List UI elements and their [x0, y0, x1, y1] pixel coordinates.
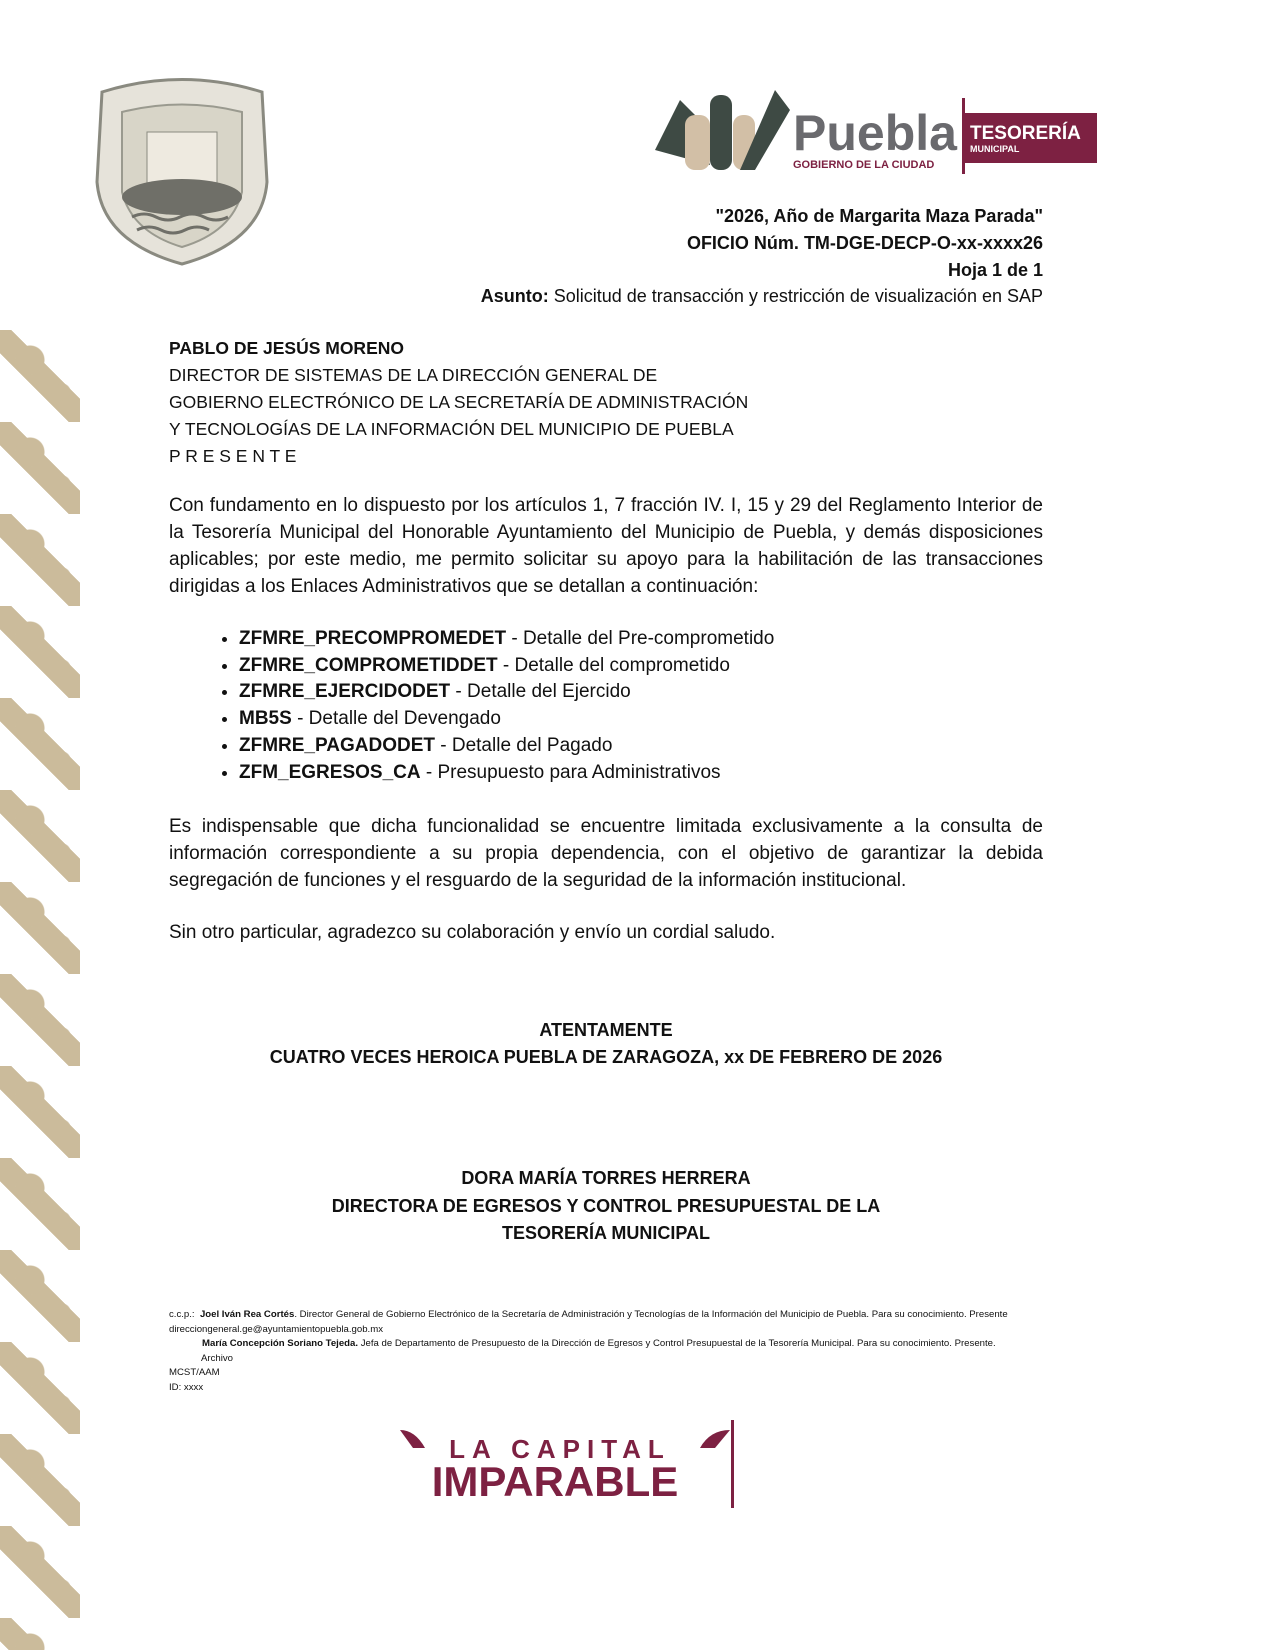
coat-of-arms-seal	[92, 72, 272, 267]
subject-label: Asunto:	[480, 286, 549, 306]
list-item: • ZFMRE_PRECOMPROMEDET - Detalle del Pre-comprometido	[239, 626, 1113, 653]
ccp-block	[169, 1308, 1044, 1396]
page-count: Hoja 1 de 1	[947, 260, 1043, 280]
ccp-id: ID: xxxx	[169, 1381, 204, 1393]
svg-text:IMPARABLE: IMPARABLE	[431, 1458, 679, 1505]
subject-line	[481, 286, 1043, 307]
closing-atentamente: ATENTAMENTE	[539, 1020, 673, 1040]
signer-title: DIRECTORA DE EGRESOS Y CONTROL PRESUPUESTAL DE LA	[331, 1196, 881, 1216]
ccp-initials: MCST/AAM	[169, 1367, 220, 1379]
list-item: • ZFM_EGRESOS_CA - Presupuesto para Administrativos	[239, 760, 1113, 787]
la-capital-imparable-logo	[400, 1420, 745, 1510]
svg-text:TESORERÍA: TESORERÍA	[970, 123, 1081, 144]
signer-name: DORA MARÍA TORRES HERRERA	[461, 1168, 751, 1188]
recipient-line: DIRECTOR DE SISTEMAS DE LA DIRECCIÓN GENERAL DE	[169, 365, 658, 385]
recipient-name: PABLO DE JESÚS MORENO	[169, 338, 404, 358]
ccp-archivo: Archivo	[201, 1352, 233, 1364]
paragraph-intro: Con fundamento en lo dispuesto por los artículos 1, 7 fracción IV. I, 15 y 29 del Reglamento Interior de la Tesorería Municipal del Honorable Ayuntamiento del Municipio de Puebla, y demás disposiciones aplicables; por este medio, me permito solicitar su apoyo para la habilitación de las transacciones dirigidas a los Enlaces Administrativos que se detallan a continuación:	[169, 495, 1043, 597]
svg-text:GOBIERNO DE LA CIUDAD: GOBIERNO DE LA CIUDAD	[793, 159, 935, 171]
ccp-entry: c.c.p.: Joel Iván Rea Cortés. Director General de Gobierno Electrónico de la Secretaría de Administración y Tecnologías de la Información del Municipio de Puebla. Para su conocimiento. Presente direcciongeneral.ge@ayuntamientopuebla.gob.mx	[169, 1309, 1008, 1335]
svg-text:Puebla: Puebla	[793, 105, 957, 161]
oficio-number: OFICIO Núm. TM-DGE-DECP-O-xx-xxxx26	[686, 233, 1043, 253]
list-item: • ZFMRE_PAGADODET - Detalle del Pagado	[239, 733, 1113, 760]
list-item: • ZFMRE_EJERCIDODET - Detalle del Ejercido	[239, 679, 1113, 706]
svg-text:LA CAPITAL: LA CAPITAL	[449, 1434, 671, 1464]
recipient-block	[169, 335, 1043, 470]
decorative-border-pattern	[0, 330, 80, 1650]
subject-text: Solicitud de transacción y restricción de visualización en SAP	[548, 286, 1043, 306]
signer-title: TESORERÍA MUNICIPAL	[501, 1223, 710, 1243]
ccp-entry: María Concepción Soriano Tejeda. Jefa de Departamento de Presupuesto de la Dirección de Egresos y Control Presupuestal de la Tesorería Municipal. Para su conocimiento. Presente.	[202, 1338, 996, 1350]
svg-text:MUNICIPAL: MUNICIPAL	[970, 144, 1020, 154]
closing-place-date: CUATRO VECES HEROICA PUEBLA DE ZARAGOZA, xx DE FEBRERO DE 2026	[269, 1047, 943, 1067]
recipient-line: Y TECNOLOGÍAS DE LA INFORMACIÓN DEL MUNICIPIO DE PUEBLA	[169, 419, 734, 439]
year-motto: "2026, Año de Margarita Maza Parada"	[715, 206, 1043, 226]
paragraph-restriction: Es indispensable que dicha funcionalidad se encuentre limitada exclusivamente a la consulta de información correspondiente a su propia dependencia, con el objetivo de garantizar la debida segregación de funciones y el resguardo de la seguridad de la información institucional.	[169, 816, 1043, 891]
transaction-list	[169, 626, 1113, 786]
list-item: • MB5S - Detalle del Devengado	[239, 706, 1113, 733]
recipient-line: GOBIERNO ELECTRÓNICO DE LA SECRETARÍA DE ADMINISTRACIÓN	[169, 392, 749, 412]
paragraph-closing: Sin otro particular, agradezco su colaboración y envío un cordial saludo.	[169, 922, 776, 943]
puebla-tesoreria-logo	[655, 80, 1100, 180]
list-item: • ZFMRE_COMPROMETIDDET - Detalle del comprometido	[239, 653, 1113, 680]
recipient-line: P R E S E N T E	[169, 446, 297, 466]
